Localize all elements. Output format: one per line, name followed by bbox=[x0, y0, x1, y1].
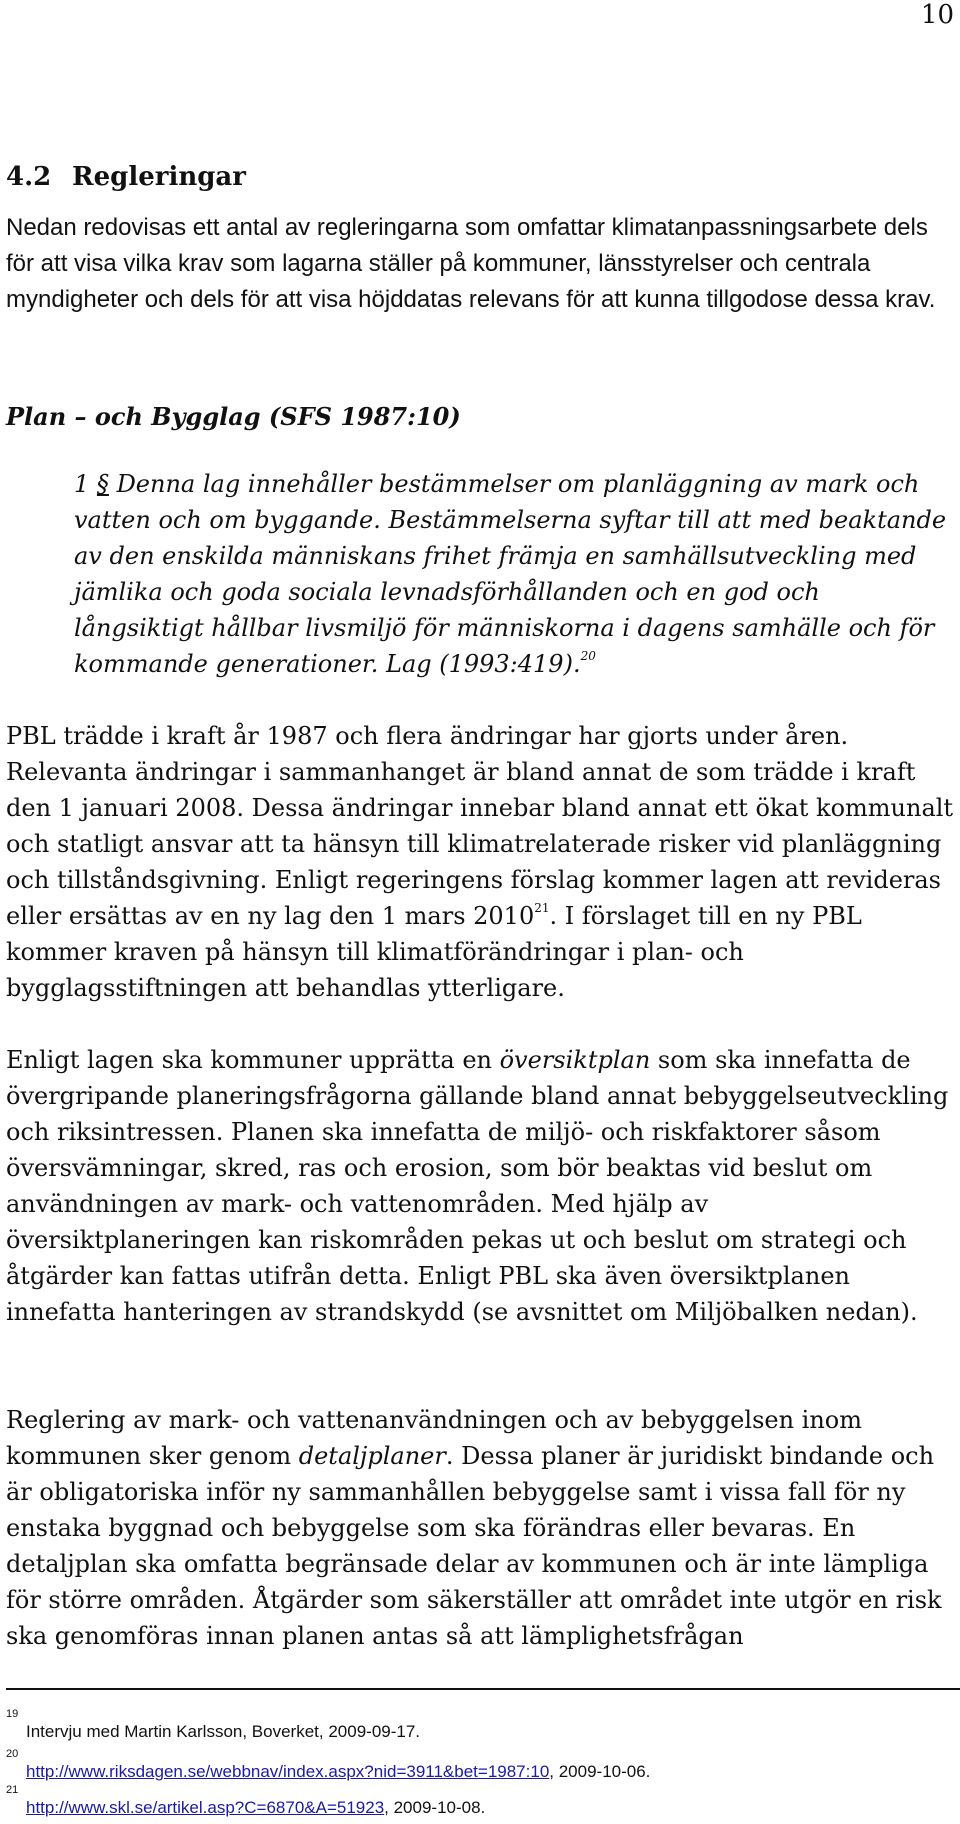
footnote-text: Intervju med Martin Karlsson, Boverket, 2009-09-17. bbox=[26, 1722, 421, 1741]
footnote-mark: 20 bbox=[6, 1748, 19, 1760]
footnote-ref-20[interactable]: 20 bbox=[580, 649, 596, 663]
oversiktplan-term: översiktplan bbox=[499, 1046, 651, 1074]
pbl-text-end: . I förslaget till en ny PBL kommer kraven på hänsyn till klimatförändringar i plan- och bygglagsstiftningen att behandlas ytterligare. bbox=[6, 902, 862, 1002]
pbl-paragraph bbox=[6, 718, 954, 1006]
section-title: Regleringar bbox=[72, 162, 246, 192]
intro-paragraph: Nedan redovisas ett antal av regleringarna som omfattar klimatanpassningsarbete dels för att visa vilka krav som lagarna ställer på kommuner, länsstyrelser och centrala myndigheter och dels för att visa höjddatas relevans för att kunna tillgodose dessa krav. bbox=[6, 214, 936, 313]
footnote-ref-21[interactable]: 21 bbox=[534, 901, 550, 915]
law-subheading: Plan – och Bygglag (SFS 1987:10) bbox=[6, 402, 461, 431]
law-quote bbox=[74, 466, 956, 682]
oversiktplan-text: Enligt lagen ska kommuner upprätta en bbox=[6, 1046, 500, 1074]
footnote-link[interactable]: http://www.riksdagen.se/webbnav/index.aspx?nid=3911&bet=1987:10 bbox=[26, 1762, 550, 1781]
oversiktplan-paragraph bbox=[6, 1042, 954, 1330]
section-symbol: § bbox=[96, 470, 109, 498]
page-number: 10 bbox=[920, 0, 954, 30]
detaljplan-term: detaljplaner bbox=[298, 1442, 446, 1470]
section-number: 4.2 bbox=[6, 162, 52, 192]
oversiktplan-text-end: som ska innefatta de övergripande planeringsfrågorna gällande bland annat bebyggelseutveckling och riksintressen. Planen ska innefatta de miljö- och riskfaktorer såsom översvämningar, skred, ras och erosion, som bör beaktas vid beslut om användningen av mark- och vattenområden. Med hjälp av översiktplaneringen kan riskområden pekas ut och beslut om strategi och åtgärder kan fattas utifrån detta. Enligt PBL ska även översiktplanen innefatta hanteringen av strandskydd (se avsnittet om Miljöbalken nedan). bbox=[6, 1046, 949, 1326]
quote-text: Denna lag innehåller bestämmelser om planläggning av mark och vatten och om byggande. Bestämmelserna syftar till att med beaktande av den enskilda människans frihet främja en samhällsutveckling med jämlika och goda sociala levnadsförhållanden och en god och långsiktigt hållbar livsmiljö för människorna i dagens samhälle och för kommande generationer. Lag (1993:419). bbox=[74, 470, 947, 678]
quote-prefix: 1 bbox=[74, 470, 90, 498]
detaljplan-paragraph bbox=[6, 1402, 954, 1654]
footnote-date: , 2009-10-06. bbox=[549, 1762, 651, 1781]
footnote-mark: 21 bbox=[6, 1784, 19, 1796]
footnote-divider bbox=[6, 1688, 960, 1690]
detaljplan-text-end: . Dessa planer är juridiskt bindande och är obligatoriska inför ny sammanhållen bebyggelse samt i vissa fall för ny enstaka byggnad och bebyggelse som ska förändras eller bevaras. En detaljplan ska omfatta begränsade delar av kommunen och är inte lämpliga för större områden. Åtgärder som säkerställer att området inte utgör en risk ska genomföras innan planen antas så att lämplighetsfrågan bbox=[6, 1442, 942, 1650]
section-heading bbox=[6, 162, 246, 192]
footnote-link[interactable]: http://www.skl.se/artikel.asp?C=6870&A=51923 bbox=[26, 1798, 385, 1817]
detaljplan-text: Reglering av mark- och vattenanvändningen och av bebyggelsen inom kommunen sker genom bbox=[6, 1406, 863, 1470]
pbl-text: PBL trädde i kraft år 1987 och flera ändringar har gjorts under åren. Relevanta ändringar i sammanhanget är bland annat de som trädde i kraft den 1 januari 2008. Dessa ändringar innebar bland annat ett ökat kommunalt och statligt ansvar att ta hänsyn till klimatrelaterade risker vid planläggning och tillståndsgivning. Enligt regeringens förslag kommer lagen att revideras eller ersättas av en ny lag den 1 mars 2010 bbox=[6, 722, 954, 930]
footnote-mark: 19 bbox=[6, 1708, 19, 1720]
footnote-date: , 2009-10-08. bbox=[384, 1798, 486, 1817]
